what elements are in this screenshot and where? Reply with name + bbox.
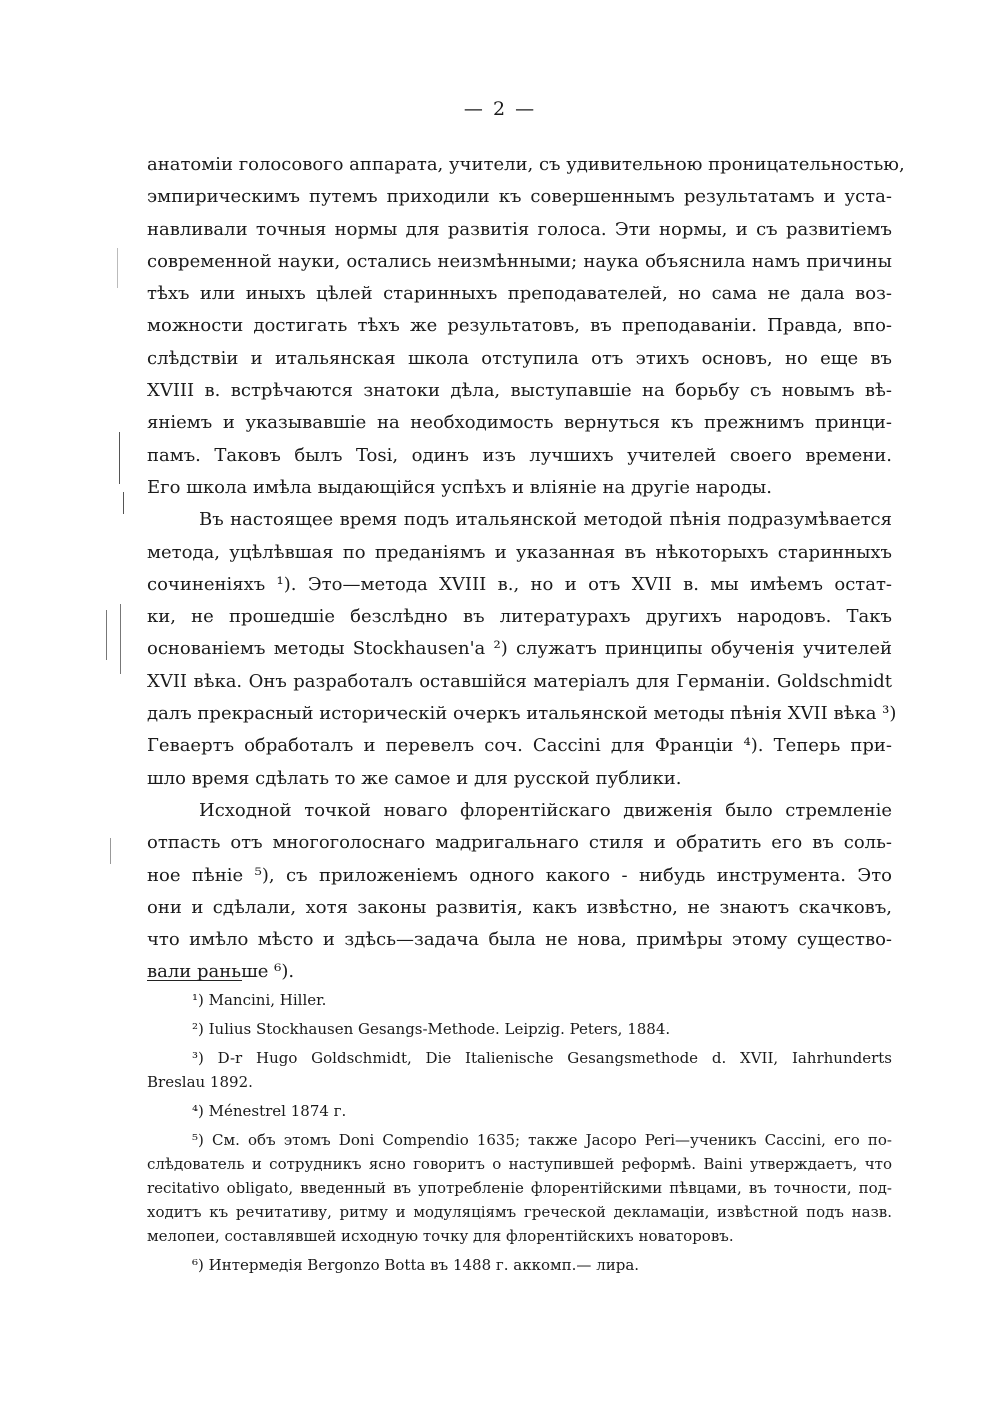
text-line: Геваертъ обработалъ и перевелъ соч. Caccini для Францiи ⁴). Теперь при- (147, 735, 892, 757)
text-line: навливали точныя нормы для развитiя голоса. Эти нормы, и съ развитiемъ (147, 218, 892, 240)
margin-pencil-mark (120, 604, 121, 674)
text-line: сочиненiяхъ ¹). Это—метода XVIII в., но и отъ XVII в. мы имѣемъ остат- (147, 573, 892, 595)
main-text (147, 149, 905, 989)
footnote-5-cont: ходитъ къ речитативу, ритму и модуляцiямъ греческой декламацiи, извѣстной подъ назв. (147, 1203, 892, 1221)
footnotes (147, 988, 892, 1277)
text-line: вали раньше ⁶). (147, 961, 295, 983)
text-line: современной науки, остались неизмѣнными; наука объяснила намъ причины (147, 250, 892, 272)
footnote-5-cont: мелопеи, составлявшей исходную точку для флорентiйскихъ новаторовъ. (147, 1227, 734, 1245)
footnote-5: ⁵) См. объ этомъ Doni Compendio 1635; также Jacopo Peri—ученикъ Caccini, его по- (192, 1131, 892, 1149)
text-line: ки, не прошедшiе безслѣдно въ литературахъ другихъ народовъ. Такъ (147, 606, 892, 628)
footnote-5-cont: recitativo obligato, введенный въ употребленiе флорентiйскими пѣвцами, въ точности, под- (147, 1179, 892, 1197)
text-line: XVII вѣка. Онъ разработалъ оставшiйся матерiалъ для Германiи. Goldschmidt (147, 670, 892, 692)
footnote-separator (147, 980, 242, 981)
footnote-2: ²) Iulius Stockhausen Gesangs-Methode. Leipzig. Peters, 1884. (192, 1020, 671, 1038)
text-line: янiемъ и указывавшiе на необходимость вернуться къ прежнимъ принци- (147, 412, 892, 434)
text-line: шло время сдѣлать то же самое и для русской публики. (147, 767, 682, 789)
margin-pencil-mark (106, 610, 107, 660)
text-line: Въ настоящее время подъ итальянской методой пѣнiя подразумѣвается (199, 509, 892, 531)
text-line: эмпирическимъ путемъ приходили къ совершеннымъ результатамъ и уста- (147, 186, 892, 208)
text-line: можности достигать тѣхъ же результатовъ, въ преподаванiи. Правда, впо- (147, 315, 892, 337)
margin-pencil-mark (119, 432, 120, 484)
text-line: тѣхъ или иныхъ цѣлей старинныхъ преподавателей, но сама не дала воз- (147, 283, 892, 305)
paragraph-2 (147, 504, 897, 795)
text-line: Исходной точкой новаго флорентiйскаго движенiя было стремленiе (199, 799, 892, 821)
text-line: отпасть отъ многоголоснаго мадригальнаго стиля и обратить его въ соль- (147, 832, 892, 854)
text-line: далъ прекрасный историческiй очеркъ итальянской методы пѣнiя XVII вѣка ³) (147, 703, 897, 725)
text-line: слѣдствiи и итальянская школа отступила отъ этихъ основъ, но еще въ (147, 347, 892, 369)
footnote-6: ⁶) Интермедiя Bergonzo Botta въ 1488 г. аккомп.— лира. (192, 1256, 640, 1274)
text-line: анатомiи голосового аппарата, учители, съ удивительною проницательностью, (147, 154, 905, 175)
text-line: памъ. Таковъ былъ Tosi, одинъ изъ лучшихъ учителей своего времени. (147, 444, 892, 466)
page-number: — 2 — (463, 98, 537, 120)
footnote-5-cont: слѣдователь и сотрудникъ ясно говоритъ о наступившей реформѣ. Baini утверждаетъ, что (147, 1155, 892, 1173)
text-line: что имѣло мѣсто и здѣсь—задача была не нова, примѣры этому существо- (147, 929, 892, 951)
text-line: XVIII в. встрѣчаются знатоки дѣла, выступавшiе на борьбу съ новымъ вѣ- (147, 380, 892, 402)
text-line: Его школа имѣла выдающiйся успѣхъ и влiянiе на другiе народы. (147, 476, 772, 498)
text-line: метода, уцѣлѣвшая по преданiямъ и указанная въ нѣкоторыхъ старинныхъ (147, 541, 892, 563)
text-line: ное пѣнiе ⁵), съ приложенiемъ одного какого - нибудь инструмента. Это (147, 864, 892, 886)
footnote-4: ⁴) Ménestrel 1874 г. (192, 1102, 347, 1120)
paragraph-1 (147, 149, 905, 504)
footnote-1: ¹) Mancini, Hiller. (192, 991, 327, 1009)
paragraph-3 (147, 795, 892, 989)
text-line: основанiемъ методы Stockhausen'a ²) служатъ принципы обученiя учителей (147, 638, 892, 660)
text-line: они и сдѣлали, хотя законы развитiя, какъ извѣстно, не знаютъ скачковъ, (147, 896, 892, 918)
footnote-3-cont: Breslau 1892. (147, 1073, 253, 1091)
margin-pencil-mark (117, 248, 118, 288)
margin-pencil-mark (123, 492, 124, 514)
footnote-3: ³) D-r Hugo Goldschmidt, Die Italienische Gesangsmethode d. XVII, Iahrhunderts (192, 1049, 892, 1067)
margin-pencil-mark (110, 838, 111, 864)
